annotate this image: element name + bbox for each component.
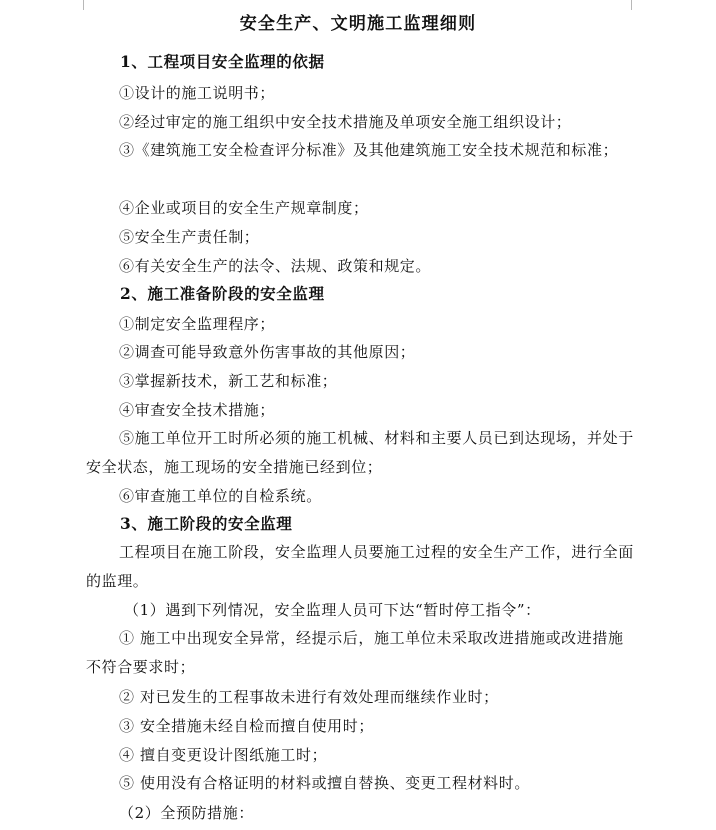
list-item: ② 对已发生的工程事故未进行有效处理而继续作业时； [119,688,499,706]
list-item: ③掌握新技术，新工艺和标准； [119,372,338,390]
list-item: ⑤施工单位开工时所必须的施工机械、材料和主要人员已到达现场，并处于安全状态，施工现场的安全措施已经到位； [86,429,634,476]
list-item: ⑥审查施工单位的自检系统。 [119,487,322,505]
list-item: ④ 擅自变更设计图纸施工时； [119,746,328,764]
subheading: （1）遇到下列情况，安全监理人员可下达“暂时停工指令”： [124,601,541,619]
list-item: ③ 安全措施未经自检而擅自使用时； [119,717,374,735]
list-item: ③《建筑施工安全检查评分标准》及其他建筑施工安全技术规范和标准； [119,141,619,159]
section-heading-2: 2、施工准备阶段的安全监理 [120,284,325,303]
list-item: ④企业或项目的安全生产规章制度； [119,199,369,217]
document-title: 安全生产、文明施工监理细则 [239,14,477,34]
list-item: ②经过审定的施工组织中安全技术措施及单项安全施工组织设计； [119,113,572,131]
list-item: ①制定安全监理程序； [119,315,276,333]
list-item: ④审查安全技术措施； [119,401,276,419]
crop-mark [631,0,632,10]
list-item: ①设计的施工说明书； [119,84,276,102]
paragraph: 工程项目在施工阶段，安全监理人员要施工过程的安全生产工作，进行全面的监理。 [86,543,634,590]
crop-mark [83,0,84,10]
list-item: ⑤ 使用没有合格证明的材料或擅自替换、变更工程材料时。 [119,774,530,792]
section-heading-3: 3、施工阶段的安全监理 [120,514,293,533]
list-item: ②调查可能导致意外伤害事故的其他原因； [119,343,416,361]
list-item: ⑤安全生产责任制； [119,228,260,246]
list-item: ⑥有关安全生产的法令、法规、政策和规定。 [119,257,432,275]
subheading: （2）全预防措施： [119,804,254,822]
section-heading-1: 1、工程项目安全监理的依据 [120,52,325,71]
list-item: ① 施工中出现安全异常，经提示后，施工单位未采取改进措施或改进措施不符合要求时； [86,629,624,676]
